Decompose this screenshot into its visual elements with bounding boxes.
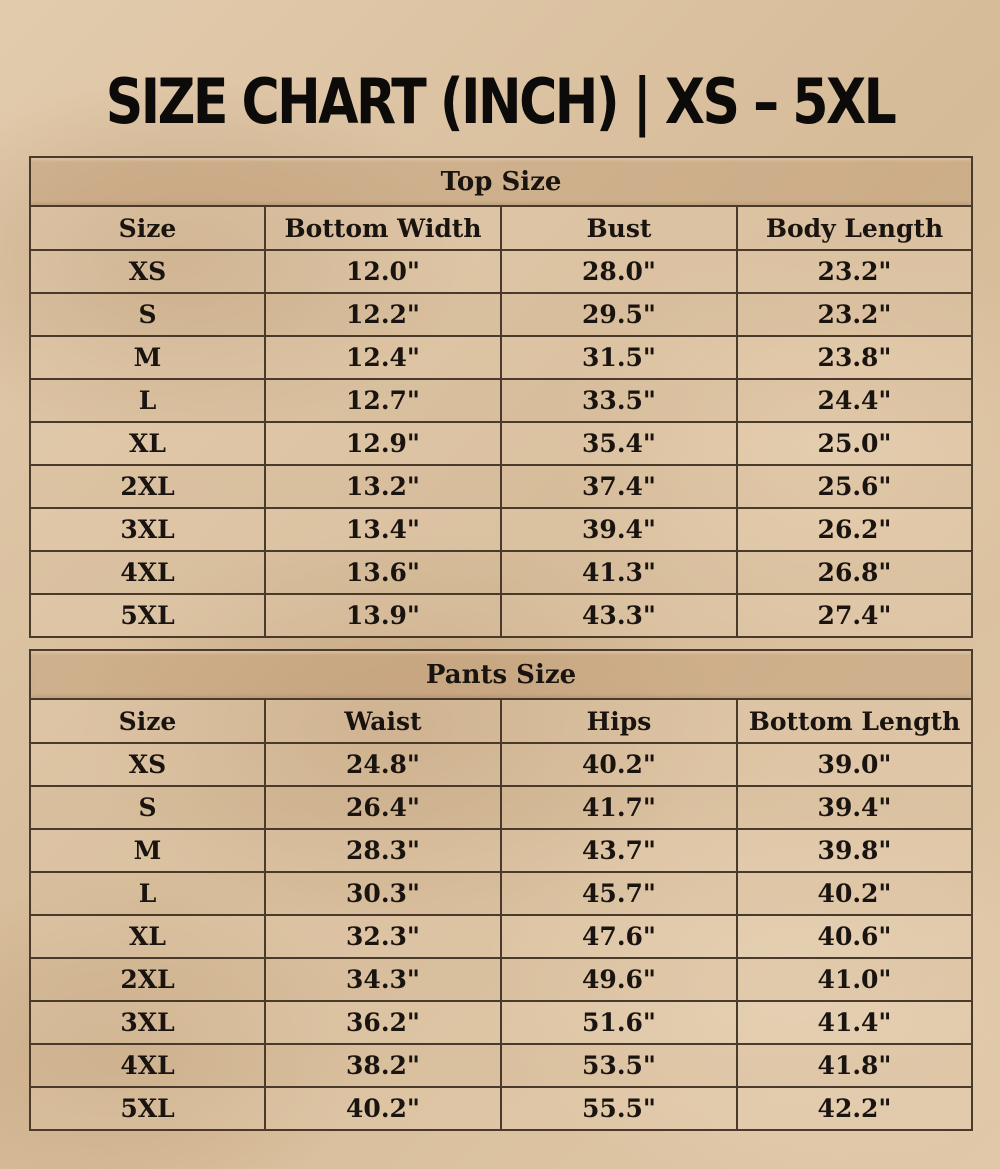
pants-size-table [29, 649, 973, 1131]
size-label-cell: XS [30, 743, 265, 786]
measurement-cell: 28.0" [501, 250, 737, 293]
measurement-cell: 25.0" [737, 422, 972, 465]
size-label-cell: M [30, 336, 265, 379]
size-label-cell: 4XL [30, 1044, 265, 1087]
measurement-cell: 24.8" [265, 743, 501, 786]
measurement-cell: 12.2" [265, 293, 501, 336]
size-label-cell: XL [30, 422, 265, 465]
measurement-cell: 29.5" [501, 293, 737, 336]
column-header-size: Size [30, 206, 265, 250]
table-row [30, 508, 972, 551]
measurement-cell: 23.8" [737, 336, 972, 379]
measurement-cell: 41.8" [737, 1044, 972, 1087]
measurement-cell: 12.0" [265, 250, 501, 293]
table-row [30, 1044, 972, 1087]
measurement-cell: 13.9" [265, 594, 501, 637]
measurement-cell: 49.6" [501, 958, 737, 1001]
measurement-cell: 45.7" [501, 872, 737, 915]
measurement-cell: 41.3" [501, 551, 737, 594]
measurement-cell: 51.6" [501, 1001, 737, 1044]
measurement-cell: 27.4" [737, 594, 972, 637]
table-row [30, 250, 972, 293]
measurement-cell: 43.3" [501, 594, 737, 637]
measurement-cell: 39.4" [737, 786, 972, 829]
measurement-cell: 12.4" [265, 336, 501, 379]
measurement-cell: 12.7" [265, 379, 501, 422]
top-size-table [29, 156, 973, 638]
table-row [30, 293, 972, 336]
measurement-cell: 40.2" [501, 743, 737, 786]
measurement-cell: 39.4" [501, 508, 737, 551]
table-row [30, 915, 972, 958]
size-label-cell: 2XL [30, 958, 265, 1001]
column-header-waist: Waist [265, 699, 501, 743]
table-row [30, 1087, 972, 1130]
measurement-cell: 28.3" [265, 829, 501, 872]
measurement-cell: 13.4" [265, 508, 501, 551]
column-header-body-length: Body Length [737, 206, 972, 250]
measurement-cell: 13.2" [265, 465, 501, 508]
table-row [30, 336, 972, 379]
table-row [30, 422, 972, 465]
column-header-size: Size [30, 699, 265, 743]
measurement-cell: 25.6" [737, 465, 972, 508]
measurement-cell: 33.5" [501, 379, 737, 422]
pants-size-header-row [30, 699, 972, 743]
measurement-cell: 55.5" [501, 1087, 737, 1130]
measurement-cell: 35.4" [501, 422, 737, 465]
table-row [30, 958, 972, 1001]
measurement-cell: 30.3" [265, 872, 501, 915]
page-title: SIZE CHART (INCH) | XS – 5XL [105, 65, 895, 138]
table-row [30, 1001, 972, 1044]
measurement-cell: 23.2" [737, 293, 972, 336]
measurement-cell: 40.2" [265, 1087, 501, 1130]
table-row [30, 829, 972, 872]
measurement-cell: 37.4" [501, 465, 737, 508]
measurement-cell: 26.8" [737, 551, 972, 594]
table-row [30, 594, 972, 637]
measurement-cell: 40.2" [737, 872, 972, 915]
measurement-cell: 26.4" [265, 786, 501, 829]
size-label-cell: 5XL [30, 594, 265, 637]
size-label-cell: L [30, 872, 265, 915]
size-label-cell: 3XL [30, 1001, 265, 1044]
measurement-cell: 38.2" [265, 1044, 501, 1087]
table-row [30, 379, 972, 422]
size-label-cell: 5XL [30, 1087, 265, 1130]
measurement-cell: 31.5" [501, 336, 737, 379]
table-row [30, 743, 972, 786]
measurement-cell: 43.7" [501, 829, 737, 872]
pants-size-section-title: Pants Size [30, 650, 972, 699]
measurement-cell: 32.3" [265, 915, 501, 958]
table-row [30, 786, 972, 829]
size-label-cell: S [30, 293, 265, 336]
measurement-cell: 23.2" [737, 250, 972, 293]
measurement-cell: 26.2" [737, 508, 972, 551]
column-header-hips: Hips [501, 699, 737, 743]
measurement-cell: 40.6" [737, 915, 972, 958]
size-label-cell: XL [30, 915, 265, 958]
measurement-cell: 41.4" [737, 1001, 972, 1044]
column-header-bottom-length: Bottom Length [737, 699, 972, 743]
measurement-cell: 12.9" [265, 422, 501, 465]
size-label-cell: S [30, 786, 265, 829]
measurement-cell: 36.2" [265, 1001, 501, 1044]
table-row [30, 465, 972, 508]
measurement-cell: 42.2" [737, 1087, 972, 1130]
measurement-cell: 34.3" [265, 958, 501, 1001]
size-label-cell: L [30, 379, 265, 422]
measurement-cell: 47.6" [501, 915, 737, 958]
column-header-bottom-width: Bottom Width [265, 206, 501, 250]
size-label-cell: XS [30, 250, 265, 293]
top-size-header-row [30, 206, 972, 250]
measurement-cell: 53.5" [501, 1044, 737, 1087]
size-label-cell: 2XL [30, 465, 265, 508]
measurement-cell: 13.6" [265, 551, 501, 594]
top-size-section-title: Top Size [30, 157, 972, 206]
column-header-bust: Bust [501, 206, 737, 250]
measurement-cell: 39.0" [737, 743, 972, 786]
measurement-cell: 24.4" [737, 379, 972, 422]
size-label-cell: M [30, 829, 265, 872]
measurement-cell: 39.8" [737, 829, 972, 872]
measurement-cell: 41.0" [737, 958, 972, 1001]
size-label-cell: 4XL [30, 551, 265, 594]
measurement-cell: 41.7" [501, 786, 737, 829]
table-row [30, 872, 972, 915]
size-label-cell: 3XL [30, 508, 265, 551]
table-row [30, 551, 972, 594]
